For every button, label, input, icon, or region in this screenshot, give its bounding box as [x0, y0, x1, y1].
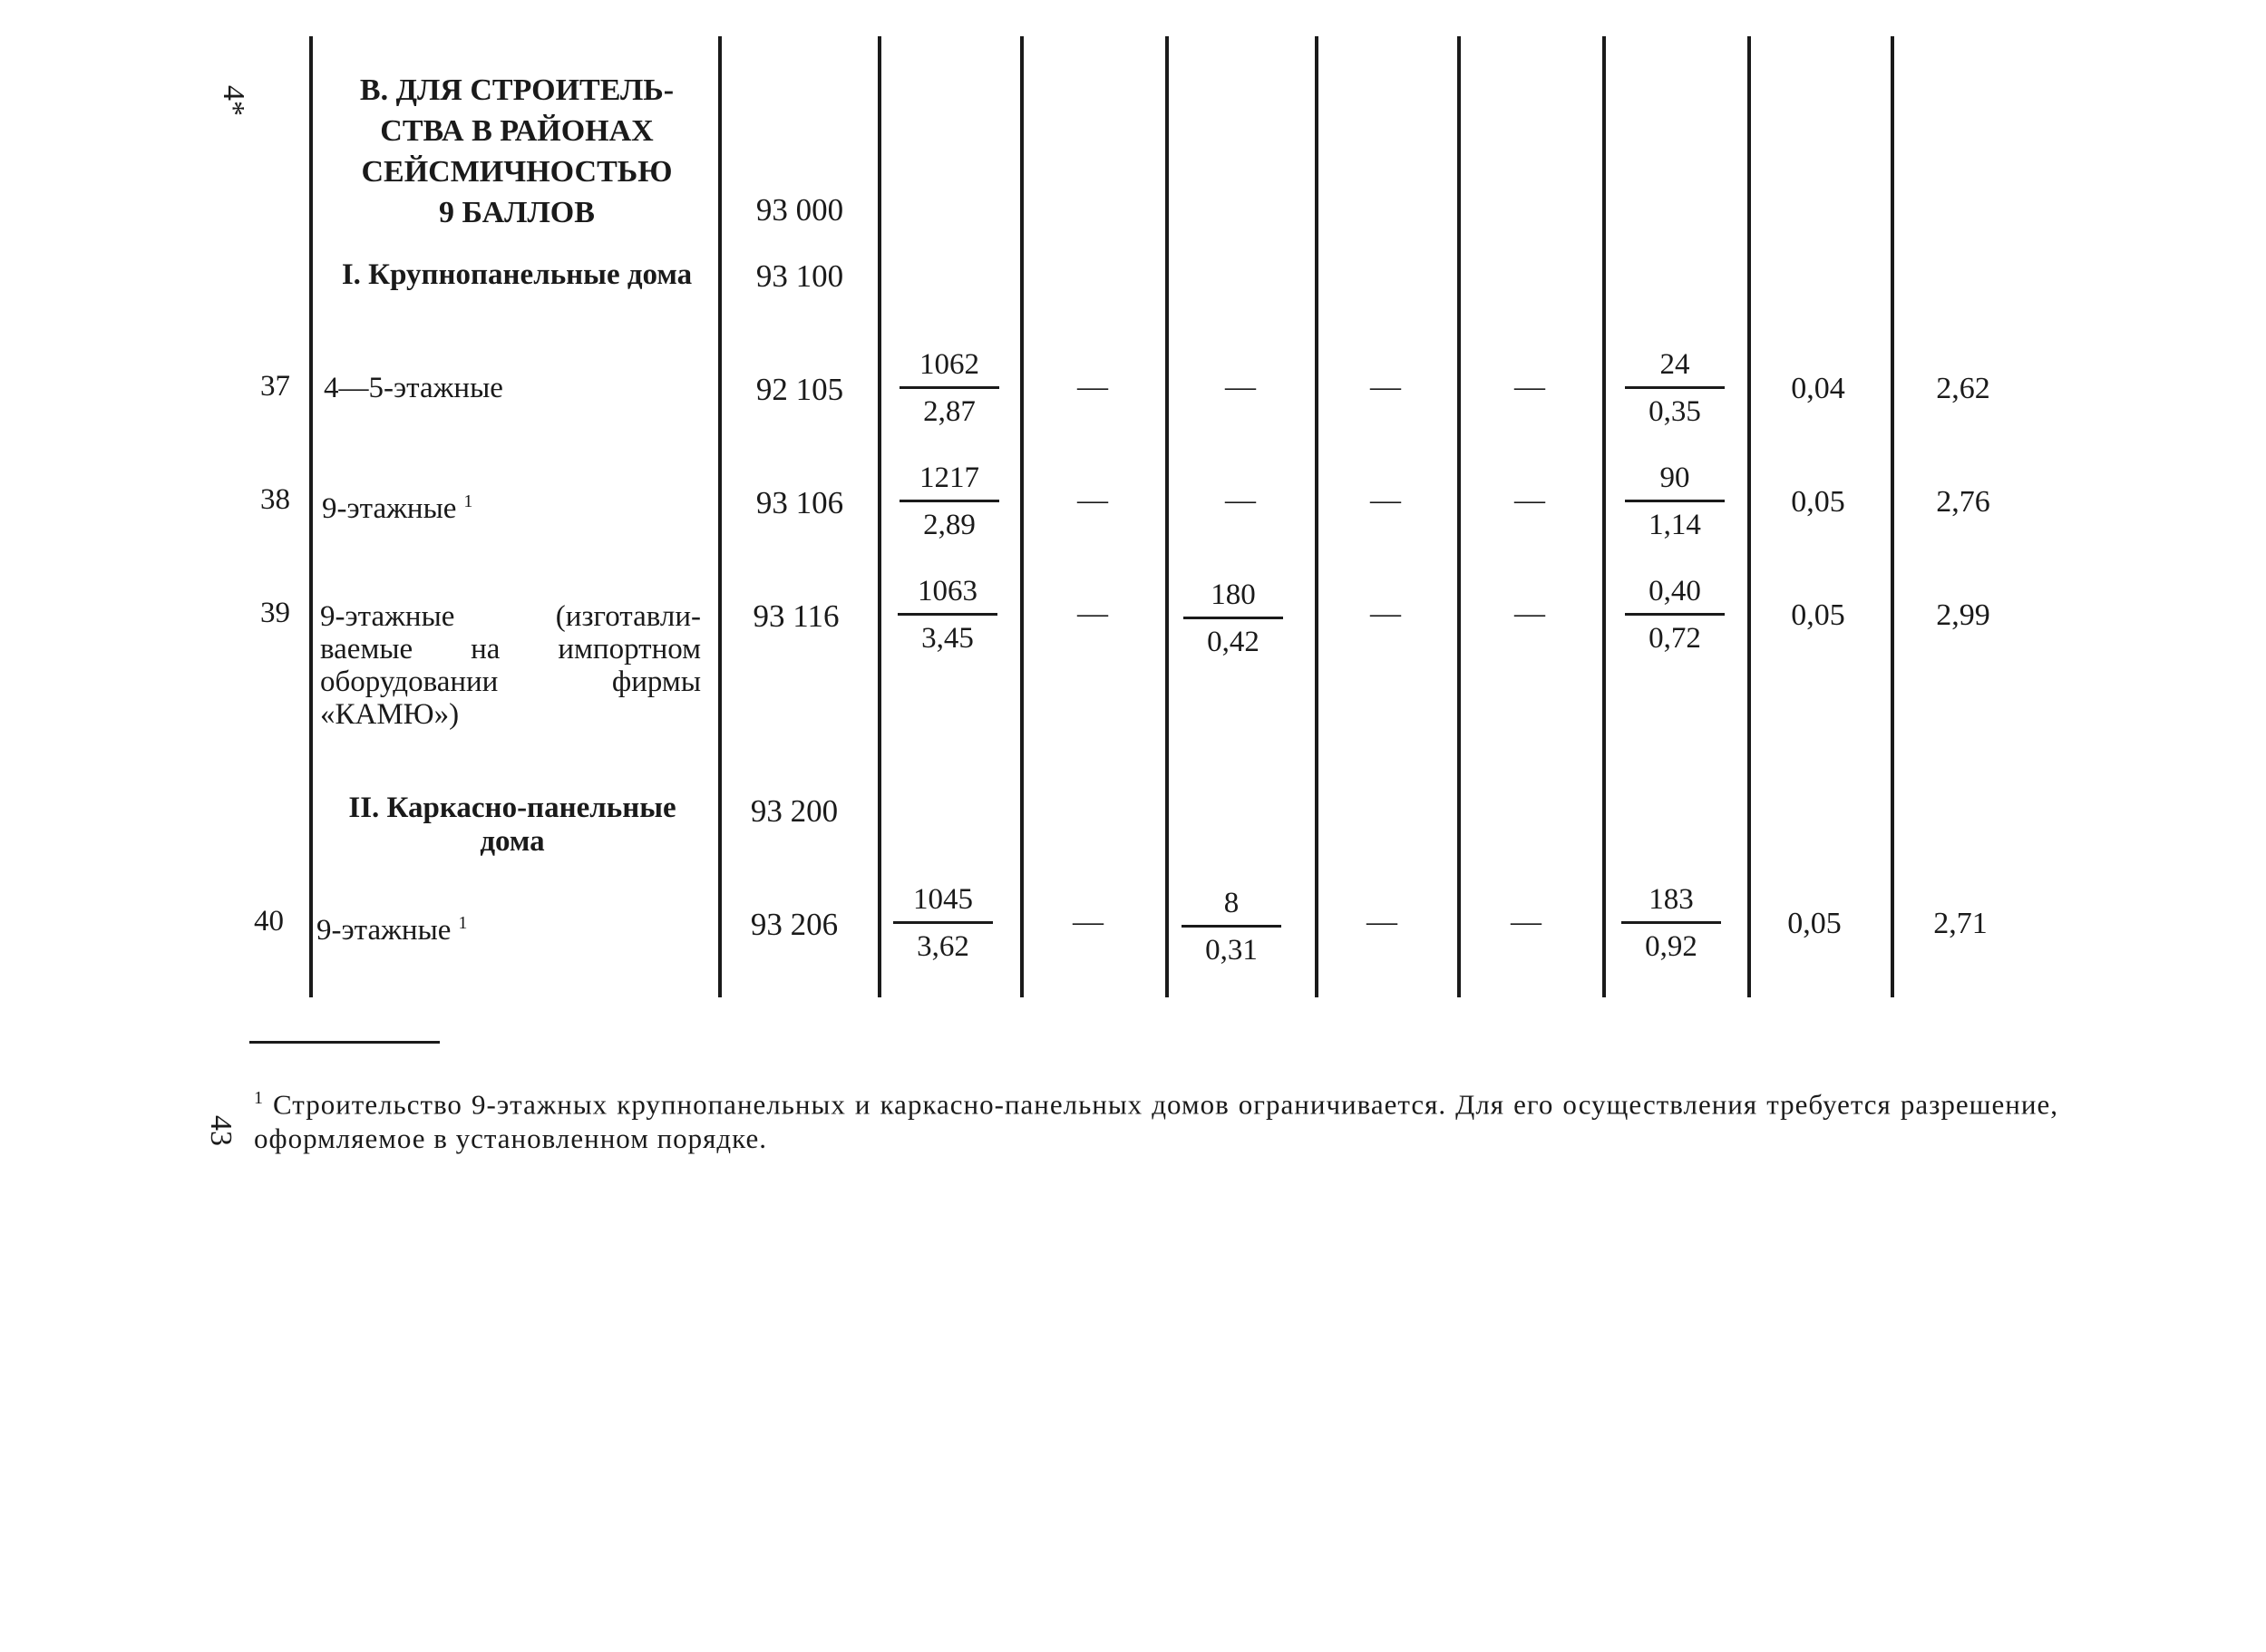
group-code-1: 93 100 — [755, 258, 844, 294]
column-rule — [1165, 36, 1169, 997]
value-cell: 0,05 — [1787, 907, 1842, 940]
group-title-2: II. Каркасно-панельные дома — [348, 792, 676, 858]
page-mark-top: 4* — [217, 85, 250, 116]
row-name-line: оборудовании фирмы — [320, 666, 701, 698]
footnote-text: Строительство 9-этажных крупнопанельных и каркасно-панельных домов ограничивается. Для его осуществления требуется разрешение, оформляемое в установленном порядке. — [254, 1088, 2058, 1155]
column-rule — [1602, 36, 1606, 997]
page-mark-bottom: 43 — [204, 1115, 238, 1146]
row-name-line: 9-этажные (изготавли- — [320, 600, 701, 633]
dash-cell: — — [1370, 597, 1401, 630]
dash-cell: — — [1511, 905, 1541, 938]
section-title-line: В. ДЛЯ СТРОИТЕЛЬ- — [359, 73, 675, 107]
fraction-bar — [900, 500, 999, 502]
row-code: 92 105 — [755, 372, 844, 407]
row-code: 93 106 — [755, 485, 844, 520]
column-rule — [1747, 36, 1751, 997]
row-code: 93 116 — [753, 598, 840, 634]
section-title-line: 9 БАЛЛОВ — [439, 196, 595, 229]
fraction-numerator: 1063 — [918, 575, 977, 607]
column-rule — [1891, 36, 1894, 997]
fraction-bar — [893, 921, 993, 924]
dash-cell: — — [1366, 905, 1397, 938]
value-cell: 0,04 — [1791, 372, 1845, 405]
fraction-numerator: 1045 — [913, 883, 973, 916]
fraction-numerator: 1062 — [919, 348, 979, 381]
fraction-cell — [900, 347, 999, 429]
section-code: 93 000 — [755, 192, 844, 228]
fraction-numerator: 180 — [1211, 578, 1256, 611]
row-number: 38 — [260, 483, 290, 516]
dash-cell: — — [1370, 483, 1401, 517]
dash-cell: — — [1514, 483, 1545, 517]
row-name — [316, 907, 467, 947]
fraction-denominator: 2,89 — [923, 509, 976, 541]
fraction-bar — [1182, 925, 1281, 928]
row-number: 37 — [260, 370, 290, 403]
fraction-cell — [898, 574, 997, 656]
dash-cell: — — [1077, 597, 1108, 630]
row-name — [322, 485, 472, 525]
footnote-ref: 1 — [463, 491, 473, 511]
row-name-text: 9-этажные — [316, 914, 452, 947]
column-rule — [1315, 36, 1318, 997]
fraction-cell — [1182, 886, 1281, 967]
fraction-denominator: 0,35 — [1648, 395, 1701, 428]
fraction-cell — [893, 882, 993, 964]
value-cell: 2,76 — [1936, 485, 1990, 519]
fraction-numerator: 1217 — [919, 462, 979, 494]
footnote-ref: 1 — [458, 913, 468, 933]
fraction-bar — [1621, 921, 1721, 924]
fraction-numerator: 0,40 — [1648, 575, 1701, 607]
fraction-cell — [1183, 578, 1283, 659]
group-code-2: 93 200 — [750, 793, 839, 829]
fraction-denominator: 0,42 — [1207, 626, 1259, 658]
fraction-bar — [1625, 386, 1725, 389]
value-cell: 0,05 — [1791, 485, 1845, 519]
row-code: 93 206 — [750, 907, 839, 942]
section-title-line: СЕЙСМИЧНОСТЬЮ — [361, 155, 673, 189]
fraction-bar — [1625, 500, 1725, 502]
column-rule — [1457, 36, 1461, 997]
fraction-denominator: 1,14 — [1648, 509, 1701, 541]
fraction-bar — [898, 613, 997, 616]
dash-cell: — — [1077, 370, 1108, 403]
fraction-denominator: 3,62 — [917, 930, 969, 963]
row-name: 4—5-этажные — [324, 372, 503, 404]
fraction-denominator: 3,45 — [921, 622, 974, 655]
fraction-numerator: 183 — [1648, 883, 1694, 916]
fraction-bar — [1183, 617, 1283, 619]
row-name — [320, 600, 701, 731]
fraction-cell — [1621, 882, 1721, 964]
value-cell: 2,71 — [1933, 907, 1988, 940]
value-cell: 0,05 — [1791, 598, 1845, 632]
dash-cell: — — [1077, 483, 1108, 517]
fraction-cell — [1625, 574, 1725, 656]
dash-cell: — — [1225, 483, 1256, 517]
fraction-denominator: 0,72 — [1648, 622, 1701, 655]
fraction-cell — [1625, 461, 1725, 542]
fraction-bar — [900, 386, 999, 389]
fraction-denominator: 2,87 — [923, 395, 976, 428]
fraction-cell — [900, 461, 999, 542]
fraction-numerator: 90 — [1659, 462, 1690, 494]
dash-cell: — — [1514, 370, 1545, 403]
row-number: 39 — [260, 597, 290, 629]
fraction-denominator: 0,31 — [1205, 934, 1258, 967]
value-cell: 2,99 — [1936, 598, 1990, 632]
fraction-bar — [1625, 613, 1725, 616]
value-cell: 2,62 — [1936, 372, 1990, 405]
dash-cell: — — [1514, 597, 1545, 630]
fraction-denominator: 0,92 — [1645, 930, 1697, 963]
row-name-line: ваемые на импортном — [320, 633, 701, 666]
dash-cell: — — [1073, 905, 1104, 938]
footnote-rule — [249, 1041, 440, 1044]
section-title — [317, 70, 716, 233]
section-title-line: СТВА В РАЙОНАХ — [380, 114, 654, 148]
dash-cell: — — [1370, 370, 1401, 403]
footnote-mark: 1 — [254, 1088, 264, 1108]
row-number: 40 — [254, 905, 284, 938]
fraction-numerator: 8 — [1223, 887, 1240, 919]
fraction-cell — [1625, 347, 1725, 429]
dash-cell: — — [1225, 370, 1256, 403]
row-name-line: «КАМЮ») — [320, 698, 460, 731]
fraction-numerator: 24 — [1659, 348, 1690, 381]
group-title-1: I. Крупнопанельные дома — [341, 258, 693, 291]
column-rule — [1020, 36, 1024, 997]
row-name-text: 9-этажные — [322, 492, 457, 525]
footnote — [254, 1081, 2058, 1156]
